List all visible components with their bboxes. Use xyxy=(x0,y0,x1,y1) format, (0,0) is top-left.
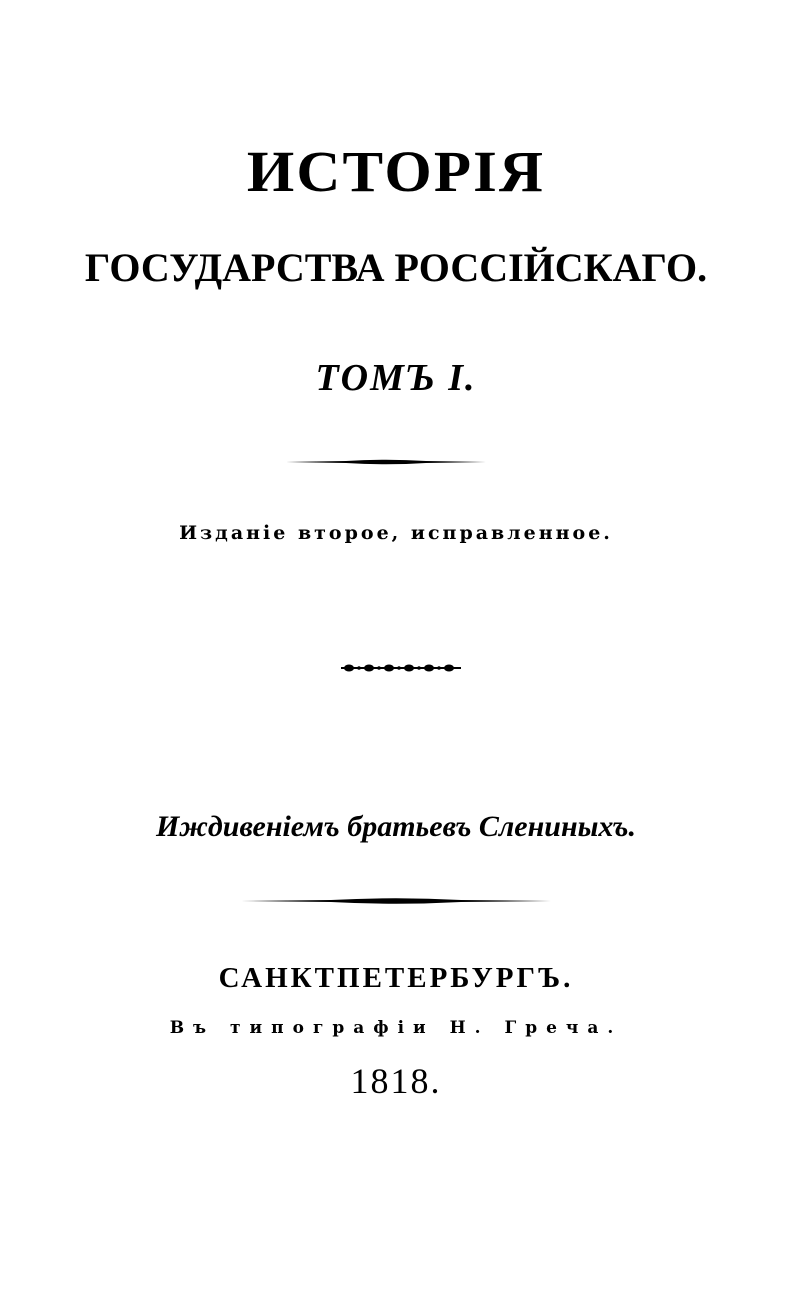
swelled-rule-divider-2 xyxy=(241,896,551,906)
volume-label: ТОМЪ I. xyxy=(315,357,477,399)
edition-note: Изданіе второе, исправленное. xyxy=(179,522,613,544)
sponsor-line: Иждивеніемъ братьевъ Слениныхъ. xyxy=(156,810,636,843)
imprint-year: 1818. xyxy=(350,1061,442,1101)
imprint-printer: Въ типографіи Н. Греча. xyxy=(169,1018,623,1038)
book-title: ИСТОРІЯ xyxy=(246,139,546,204)
book-subtitle: ГОСУДАРСТВА РОССІЙСКАГО. xyxy=(84,245,708,290)
imprint-city: САНКТПЕТЕРБУРГЪ. xyxy=(218,962,574,994)
swelled-rule-divider xyxy=(286,458,486,466)
ornamental-divider xyxy=(341,662,461,674)
